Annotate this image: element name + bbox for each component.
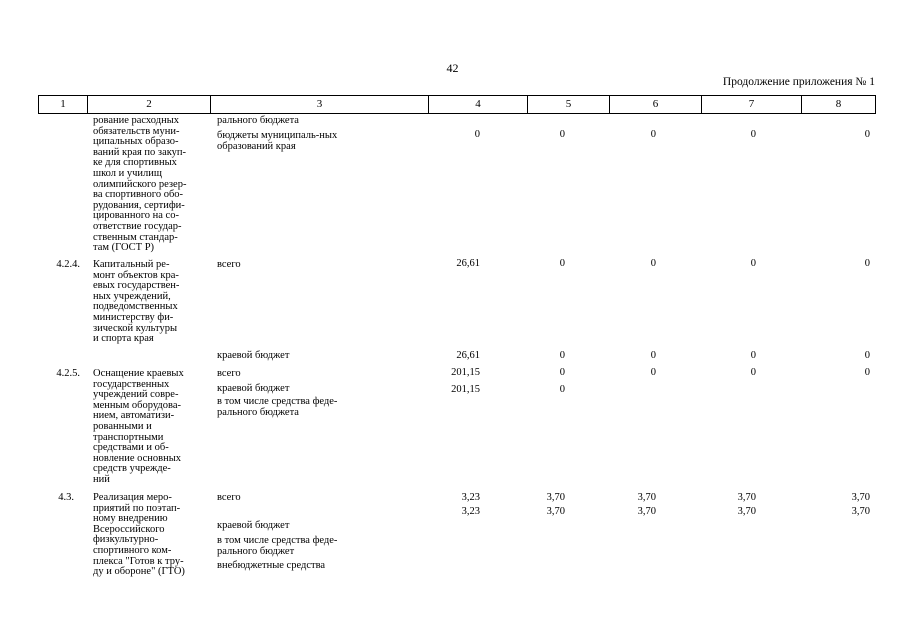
- row-1-regional-col8: 0: [864, 350, 870, 361]
- row-1-regional-col5: 0: [559, 350, 565, 361]
- row-3-total-col5: 3,70: [546, 492, 565, 503]
- row-2-name: Оснащение краевых государственных учреждений совре- менным оборудова- нием, автоматизи- рованными и транспортными средствами и об- новление основных средств учрежде- ний: [93, 368, 184, 485]
- row-2-code: 4.2.5.: [56, 368, 80, 379]
- row-1-source-0: всего: [217, 259, 241, 270]
- header-col-8: 8: [801, 96, 876, 113]
- row-3-source-3: в том числе средства феде- рального бюджет: [217, 535, 338, 557]
- row-1-total-col8: 0: [864, 258, 870, 269]
- row-3-second-col5: 3,70: [546, 506, 565, 517]
- row-3-total-col6: 3,70: [637, 492, 656, 503]
- header-col-5: 5: [527, 96, 609, 113]
- row-3-second-col4: 3,23: [461, 506, 480, 517]
- row-1-regional-col7: 0: [750, 350, 756, 361]
- row-3-code: 4.3.: [58, 492, 74, 503]
- row-2-total-col7: 0: [750, 367, 756, 378]
- row-1-total-col5: 0: [559, 258, 565, 269]
- row-3-total-col8: 3,70: [851, 492, 870, 503]
- row-1-regional-col4: 26,61: [456, 350, 480, 361]
- row-1-regional-col6: 0: [650, 350, 656, 361]
- row-3-total-col7: 3,70: [737, 492, 756, 503]
- row-0-source-0: рального бюджета: [217, 115, 299, 126]
- row-0-source-1: бюджеты муниципаль-ных образований края: [217, 130, 338, 152]
- header-col-1: 1: [38, 96, 87, 113]
- row-1-name: Капитальный ре- монт объектов кра- евых государствен- ных учреждений, подведомственных министерству фи- зической культуры и спорта края: [93, 259, 180, 345]
- row-0-value-col5: 0: [559, 129, 565, 140]
- row-3-source-4: внебюджетные средства: [217, 560, 326, 571]
- row-2-source-0: всего: [217, 368, 241, 379]
- row-3-second-col8: 3,70: [851, 506, 870, 517]
- row-3-source-0: всего: [217, 492, 241, 503]
- page-number: 42: [446, 61, 459, 75]
- row-2-source-2: в том числе средства феде- рального бюджета: [217, 396, 338, 418]
- row-0-value-col8: 0: [864, 129, 870, 140]
- row-2-total-col8: 0: [864, 367, 870, 378]
- row-1-code: 4.2.4.: [56, 259, 80, 270]
- header-col-4: 4: [428, 96, 527, 113]
- row-1-source-1: краевой бюджет: [217, 350, 290, 361]
- row-1-total-col6: 0: [650, 258, 656, 269]
- header-col-3: 3: [210, 96, 428, 113]
- row-3-total-col4: 3,23: [461, 492, 480, 503]
- row-0-value-col4: 0: [474, 129, 480, 140]
- header-col-7: 7: [701, 96, 801, 113]
- row-1-total-col7: 0: [750, 258, 756, 269]
- row-2-total-col5: 0: [559, 367, 565, 378]
- row-1-total-col4: 26,61: [456, 258, 480, 269]
- row-3-name: Реализация меро- приятий по поэтап- ному внедрению Всероссийского физкультурно- спортивного ком- плекса "Готов к тру- ду и обороне" (ГТО): [93, 492, 185, 578]
- header-col-2: 2: [87, 96, 210, 113]
- row-3-source-2: краевой бюджет: [217, 520, 290, 531]
- row-2-source-1: краевой бюджет: [217, 383, 290, 394]
- header-col-6: 6: [609, 96, 701, 113]
- row-3-second-col7: 3,70: [737, 506, 756, 517]
- row-2-regional-col5: 0: [559, 384, 565, 395]
- row-2-total-col4: 201,15: [451, 367, 480, 378]
- row-0-value-col7: 0: [750, 129, 756, 140]
- row-2-total-col6: 0: [650, 367, 656, 378]
- row-0-name: рование расходных обязательств муни- ципальных образо- ваний края по закуп- ке для спортивных школ и училищ олимпийского резер- ва спортивного обо- рудования, сертифи- цированного на со- ответствие государ- ственным стандар- там (ГОСТ Р): [93, 115, 187, 254]
- table-header-row: [38, 95, 876, 114]
- row-0-value-col6: 0: [650, 129, 656, 140]
- row-3-second-col6: 3,70: [637, 506, 656, 517]
- appendix-continuation-title: Продолжение приложения № 1: [722, 76, 875, 88]
- row-2-regional-col4: 201,15: [451, 384, 480, 395]
